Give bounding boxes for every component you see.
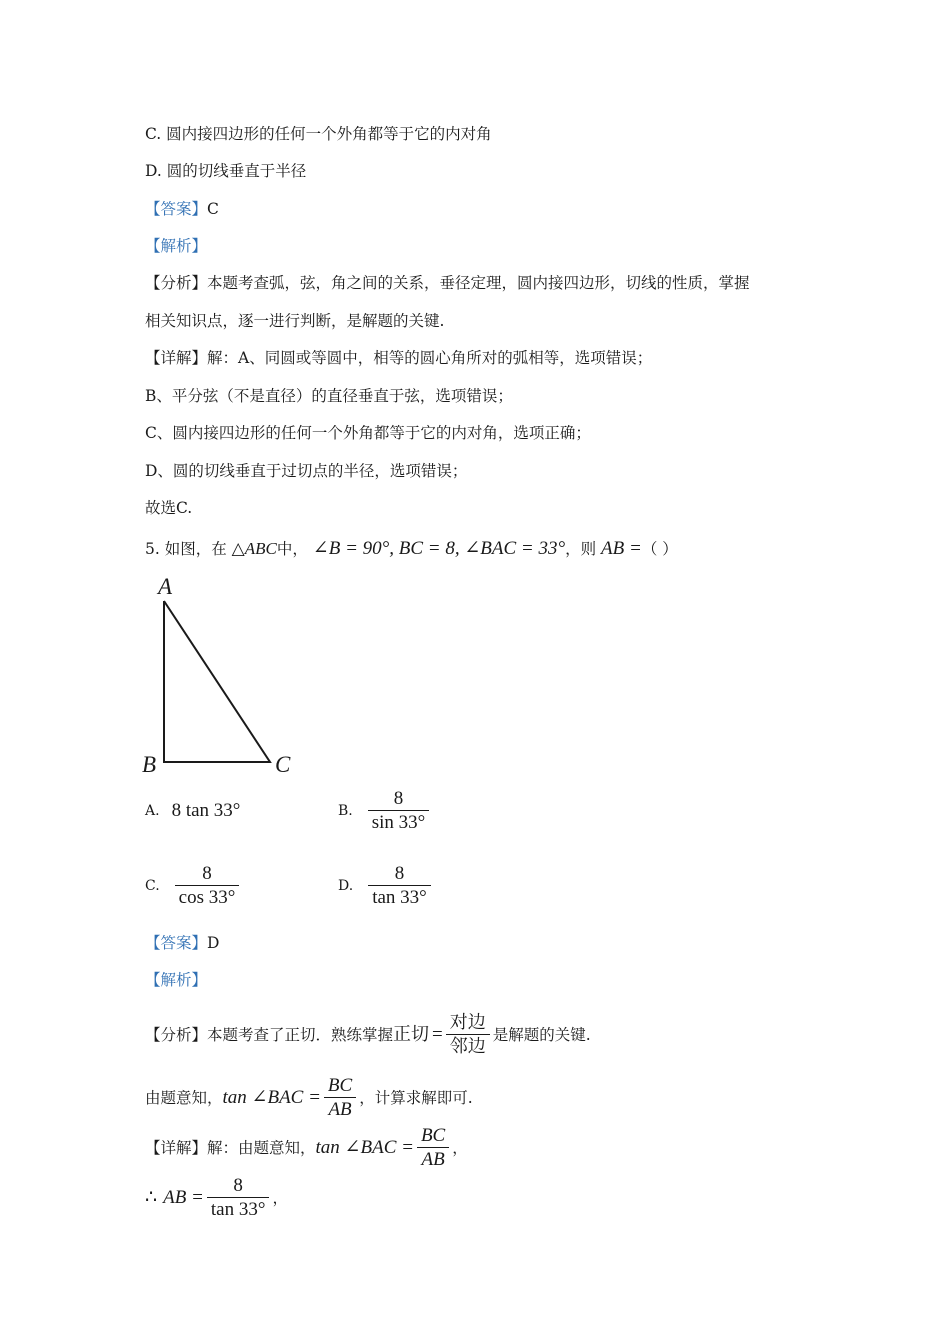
- q5-formula-eq: =: [432, 1024, 443, 1045]
- q5-detail-tan: tan ∠BAC =: [315, 1137, 414, 1158]
- q5-result-den: tan 33°: [207, 1197, 270, 1221]
- q5-detail-prefix: 解：由题意知，: [207, 1139, 316, 1157]
- answer-line: [145, 198, 219, 220]
- q5-then: ，则: [565, 540, 597, 558]
- q5-condition: ∠B = 90°, BC = 8, ∠BAC = 33°: [312, 538, 566, 559]
- detail-text-1: 解：A、同圆或等圆中，相等的圆心角所对的弧相等，选项错误；: [207, 349, 653, 367]
- q5-given-den: AB: [324, 1097, 355, 1121]
- q5-given-prefix: 由题意知，: [145, 1089, 223, 1107]
- q5-fenxi-tail: 是解题的关键.: [492, 1026, 591, 1044]
- detail-line-3: C、圆内接四边形的任何一个外角都等于它的内对角，选项正确；: [145, 424, 591, 442]
- q5-prefix: 5. 如图，在: [145, 540, 227, 558]
- fenxi-line-1: [145, 272, 750, 294]
- triangle-figure: [138, 572, 308, 782]
- answer-value: C: [207, 200, 219, 218]
- q5-ask: AB =: [601, 538, 642, 559]
- option-a[interactable]: [145, 800, 240, 822]
- option-c[interactable]: [145, 863, 242, 909]
- q5-formula-fraction: [446, 1012, 490, 1058]
- q5-mid: 中，: [276, 540, 308, 558]
- option-b-fraction: [368, 788, 430, 834]
- option-c-fraction: [175, 863, 240, 909]
- detail-tag: 【详解】: [145, 349, 208, 367]
- fenxi-tag: 【分析】: [145, 274, 208, 292]
- q5-given-fraction: [324, 1075, 356, 1121]
- option-d-numerator: 8: [394, 863, 405, 884]
- q5-result-ab: AB =: [163, 1187, 204, 1208]
- option-c-label: C.: [145, 878, 160, 894]
- q5-given-num: BC: [327, 1075, 353, 1096]
- detail-line-1: [145, 347, 652, 369]
- q5-paren: （ ）: [641, 540, 678, 558]
- q5-analysis-tag: 【解析】: [145, 971, 208, 989]
- q5-formula-num: 对边: [449, 1012, 486, 1033]
- fenxi-line-2: 相关知识点，逐一进行判断，是解题的关键.: [145, 312, 445, 330]
- detail-line-2: B、平分弦（不是直径）的直径垂直于弦，选项错误；: [145, 387, 513, 405]
- q5-given-tail: ，计算求解即可.: [359, 1089, 473, 1107]
- q5-detail-num: BC: [420, 1125, 446, 1146]
- q5-detail-tag: 【详解】: [145, 1139, 208, 1157]
- option-b-denominator: sin 33°: [368, 810, 430, 834]
- q5-detail-tail: ，: [452, 1139, 468, 1157]
- option-d-text: D. 圆的切线垂直于半径: [145, 162, 307, 180]
- q5-result-num: 8: [233, 1175, 243, 1196]
- q5-detail-line: [145, 1125, 468, 1171]
- q5-fenxi-text: 本题考查了正切．熟练掌握: [207, 1026, 394, 1044]
- option-d-fraction: [368, 863, 431, 909]
- option-c-denominator: cos 33°: [175, 885, 240, 909]
- q5-answer-tag: 【答案】: [145, 934, 208, 952]
- q5-answer-line: [145, 932, 219, 954]
- q5-formula-lhs: 正切: [393, 1024, 430, 1045]
- q5-fenxi-line: [145, 1012, 591, 1058]
- option-d-label: D.: [338, 878, 354, 894]
- option-c-text: C. 圆内接四边形的任何一个外角都等于它的内对角: [145, 125, 492, 143]
- vertex-label-b: B: [142, 752, 157, 777]
- option-a-label: A.: [145, 803, 160, 819]
- question-5-stem: [145, 538, 678, 560]
- q5-result-tail: ，: [272, 1189, 288, 1207]
- option-b-numerator: 8: [393, 788, 404, 809]
- fenxi-text-1: 本题考查弧，弦，角之间的关系，垂径定理，圆内接四边形，切线的性质，掌握: [207, 274, 750, 292]
- conclusion-line: 故选C.: [145, 499, 193, 517]
- option-c-numerator: 8: [202, 863, 212, 884]
- q5-triangle: △ABC: [231, 539, 277, 558]
- q5-given-tan: tan ∠BAC =: [222, 1087, 321, 1108]
- analysis-tag: 【解析】: [145, 237, 208, 255]
- option-d-denominator: tan 33°: [368, 885, 431, 909]
- option-d[interactable]: [338, 863, 434, 909]
- therefore-symbol: ∴: [145, 1187, 158, 1208]
- option-b-label: B.: [338, 803, 353, 819]
- q5-detail-fraction: [417, 1125, 449, 1171]
- q5-detail-den: AB: [417, 1147, 448, 1171]
- q5-formula-den: 邻边: [446, 1034, 490, 1058]
- q5-result-line: [145, 1175, 288, 1221]
- q5-result-fraction: [207, 1175, 270, 1221]
- q5-given-line: [145, 1075, 473, 1121]
- answer-tag: 【答案】: [145, 200, 208, 218]
- q5-fenxi-tag: 【分析】: [145, 1026, 208, 1044]
- q5-answer-value: D: [207, 934, 220, 952]
- detail-line-4: D、圆的切线垂直于过切点的半径，选项错误；: [145, 462, 468, 480]
- vertex-label-a: A: [158, 574, 173, 599]
- option-a-expr: 8 tan 33°: [171, 800, 241, 821]
- option-b[interactable]: [338, 788, 432, 834]
- vertex-label-c: C: [275, 752, 291, 777]
